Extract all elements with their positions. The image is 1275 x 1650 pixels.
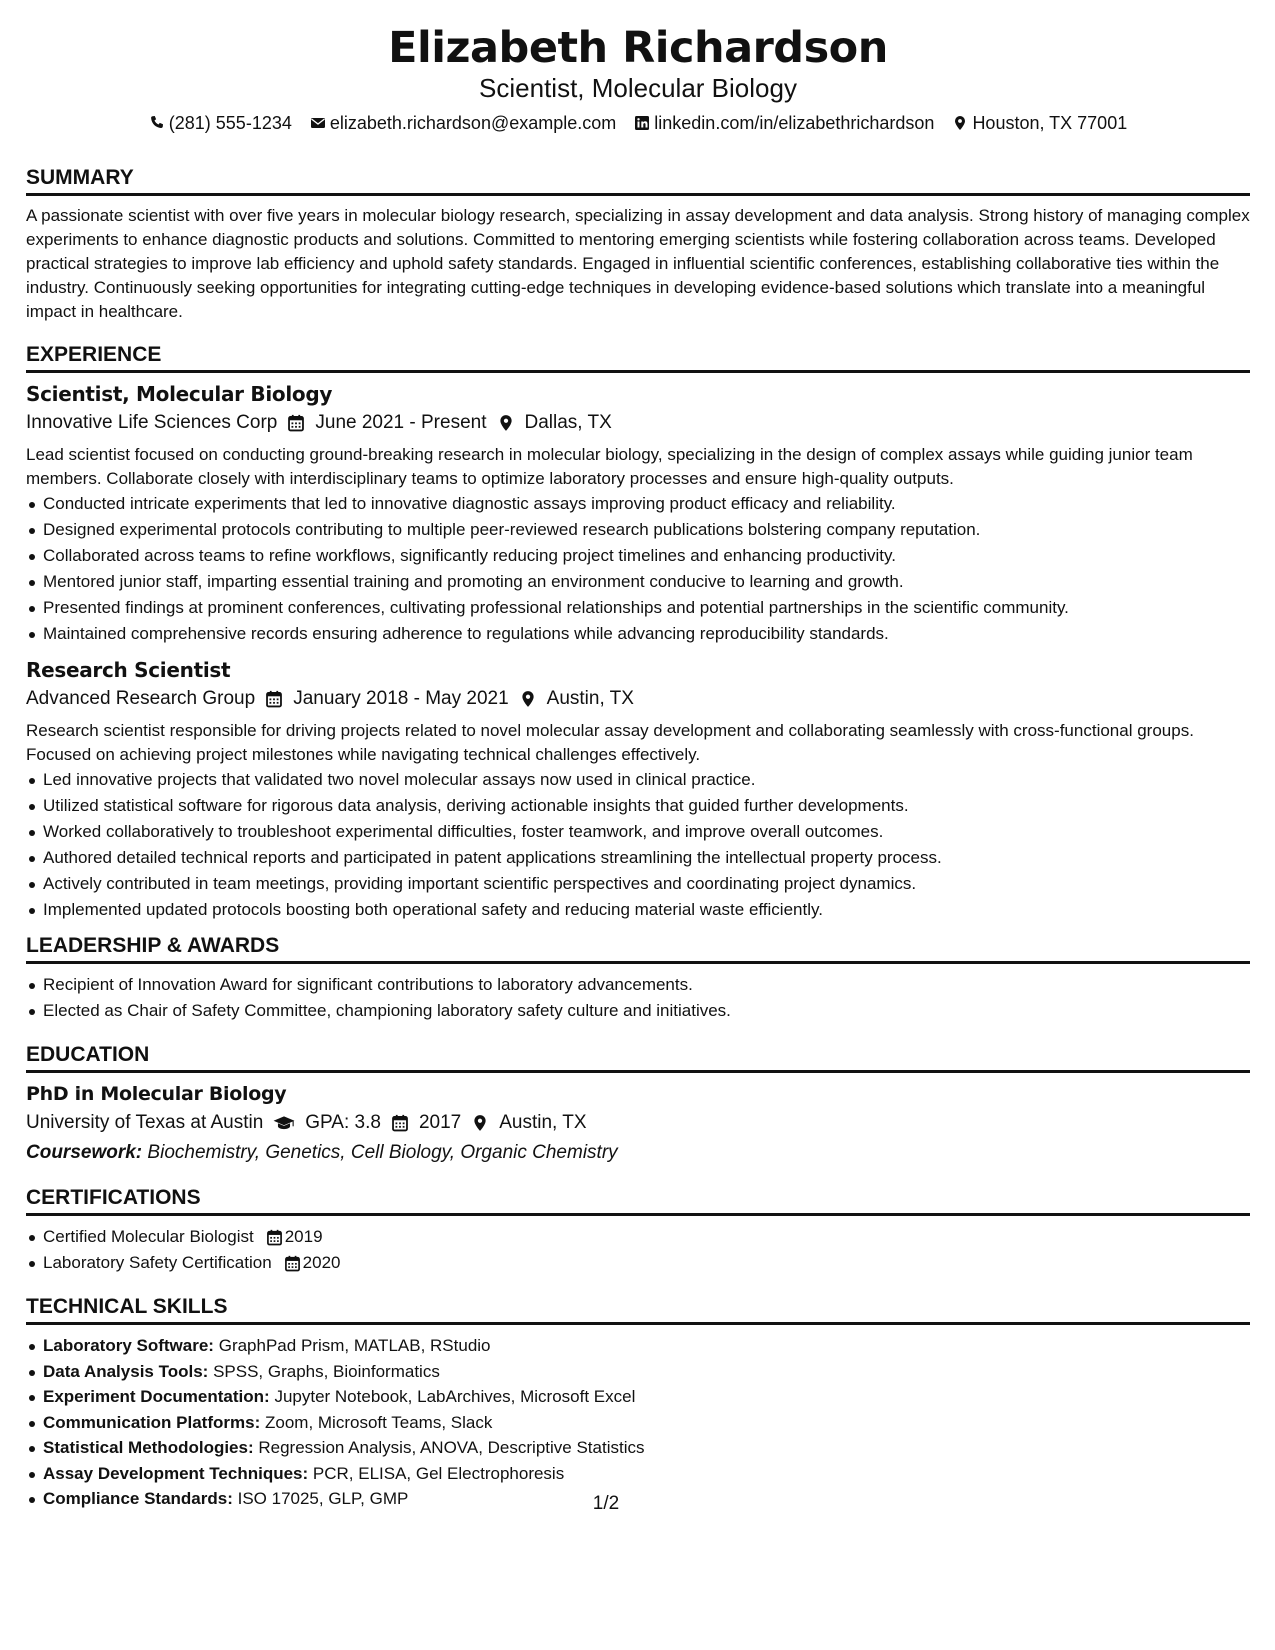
contact-phone[interactable] — [149, 111, 292, 135]
contact-linkedin[interactable] — [634, 111, 934, 135]
cert-year: 2019 — [284, 1227, 323, 1246]
calendar-icon — [287, 414, 305, 432]
section-heading: EXPERIENCE — [26, 342, 1250, 373]
location-text: Houston, TX 77001 — [972, 113, 1128, 133]
page-number: 1/2 — [592, 1493, 620, 1514]
list-item: Authored detailed technical reports and participated in patent applications streamlining the intellectual property process. — [43, 845, 1250, 871]
education-meta — [26, 1109, 1250, 1137]
education-section — [26, 1042, 1250, 1167]
resume-page — [26, 22, 1250, 1512]
linkedin-text: linkedin.com/in/elizabethrichardson — [654, 113, 935, 133]
job-description: Lead scientist focused on conducting ground-breaking research in molecular biology, specializing in the design of complex assays while guiding junior team members. Collaborate closely with interdisciplinary teams to optimize laboratory processes and ensure high-quality outputs. — [26, 445, 1193, 488]
certifications-list — [26, 1224, 1250, 1276]
contact-email[interactable] — [310, 111, 616, 135]
school-name: University of Texas at Austin — [26, 1112, 264, 1133]
skill-value: Jupyter Notebook, LabArchives, Microsoft Excel — [274, 1387, 636, 1406]
job-location: Austin, TX — [546, 688, 634, 709]
list-item: Maintained comprehensive records ensuring adherence to regulations while advancing reproducibility standards. — [43, 621, 1250, 647]
calendar-icon — [266, 1229, 283, 1246]
job-title: Scientist, Molecular Biology — [26, 382, 333, 406]
job-entry — [26, 657, 1250, 923]
list-item: Mentored junior staff, imparting essential training and promoting an environment conducive to learning and growth. — [43, 569, 1250, 595]
job-meta — [26, 685, 1250, 713]
phone-text: (281) 555-1234 — [168, 113, 292, 133]
skill-label: Assay Development Techniques: — [43, 1463, 309, 1483]
coursework — [26, 1139, 1250, 1167]
summary-text: A passionate scientist with over five years in molecular biology research, specializing in assay development and data analysis. Strong history of managing complex experiments to enhance diagnostic products and solutions. Committed to mentoring emerging scientists while fostering collaboration across teams. Developed practical strategies to improve lab efficiency and uphold safety standards. Engaged in influential scientific conferences, establishing collaborative ties within the industry. Continuously seeking opportunities for integrating cutting-edge techniques in developing evidence-based solutions which translate into a meaningful impact in healthcare. — [26, 206, 1250, 321]
list-item — [43, 1359, 1250, 1385]
map-pin-icon — [952, 115, 968, 131]
section-heading: CERTIFICATIONS — [26, 1185, 1250, 1216]
candidate-title: Scientist, Molecular Biology — [479, 73, 797, 103]
job-dates: June 2021 - Present — [315, 412, 487, 433]
job-description: Research scientist responsible for driving projects related to novel molecular assay development and collaborating seamlessly with cross-functional groups. Focused on achieving project milestones while navigating technical challenges effectively. — [26, 721, 1194, 764]
list-item — [43, 1224, 1250, 1250]
list-item — [43, 1410, 1250, 1436]
list-item: Implemented updated protocols boosting both operational safety and reducing material waste efficiently. — [43, 897, 1250, 923]
coursework-label: Coursework: — [26, 1142, 143, 1163]
section-heading: LEADERSHIP & AWARDS — [26, 933, 1250, 964]
skill-label: Compliance Standards: — [43, 1489, 233, 1508]
summary-section — [26, 165, 1250, 324]
linkedin-icon — [634, 115, 650, 131]
certifications-section — [26, 1185, 1250, 1276]
cert-year: 2020 — [302, 1253, 341, 1272]
map-pin-icon — [519, 690, 537, 708]
phone-icon — [149, 115, 165, 131]
job-meta — [26, 409, 1250, 437]
school-location: Austin, TX — [499, 1112, 587, 1133]
list-item — [43, 1384, 1250, 1410]
calendar-icon — [284, 1255, 301, 1272]
email-text: elizabeth.richardson@example.com — [329, 113, 617, 133]
skill-value: ISO 17025, GLP, GMP — [237, 1489, 409, 1508]
skills-section — [26, 1294, 1250, 1512]
list-item: Recipient of Innovation Award for significant contributions to laboratory advancements. — [43, 972, 1250, 998]
skills-list — [26, 1333, 1250, 1512]
leadership-list — [26, 972, 1250, 1024]
list-item: Elected as Chair of Safety Committee, championing laboratory safety culture and initiatives. — [43, 998, 1250, 1024]
coursework-text: Biochemistry, Genetics, Cell Biology, Organic Chemistry — [147, 1142, 618, 1163]
section-heading: SUMMARY — [26, 165, 1250, 196]
skill-value: PCR, ELISA, Gel Electrophoresis — [312, 1463, 565, 1483]
skill-value: Regression Analysis, ANOVA, Descriptive Statistics — [258, 1438, 645, 1457]
cert-name: Certified Molecular Biologist — [43, 1227, 254, 1246]
skill-value: SPSS, Graphs, Bioinformatics — [213, 1361, 440, 1381]
section-heading: TECHNICAL SKILLS — [26, 1294, 1250, 1325]
leadership-section — [26, 933, 1250, 1024]
skill-value: GraphPad Prism, MATLAB, RStudio — [218, 1336, 491, 1355]
candidate-name: Elizabeth Richardson — [388, 23, 888, 73]
list-item: Led innovative projects that validated two novel molecular assays now used in clinical practice. — [43, 767, 1250, 793]
graduation-cap-icon — [273, 1114, 295, 1132]
list-item — [43, 1333, 1250, 1359]
job-entry — [26, 381, 1250, 647]
job-title: Research Scientist — [26, 658, 231, 682]
skill-label: Communication Platforms: — [43, 1412, 261, 1432]
company-name: Innovative Life Sciences Corp — [26, 412, 278, 433]
list-item — [43, 1435, 1250, 1461]
list-item: Collaborated across teams to refine workflows, significantly reducing project timelines and enhancing productivity. — [43, 543, 1250, 569]
skill-label: Laboratory Software: — [43, 1336, 214, 1355]
map-pin-icon — [471, 1114, 489, 1132]
company-name: Advanced Research Group — [26, 688, 256, 709]
calendar-icon — [265, 690, 283, 708]
list-item: Worked collaboratively to troubleshoot experimental difficulties, foster teamwork, and improve overall outcomes. — [43, 819, 1250, 845]
graduation-year: 2017 — [418, 1112, 462, 1133]
contact-bar — [26, 111, 1250, 135]
calendar-icon — [391, 1114, 409, 1132]
job-bullets — [26, 767, 1250, 923]
list-item — [43, 1250, 1250, 1276]
list-item: Presented findings at prominent conferences, cultivating professional relationships and potential partnerships in the scientific community. — [43, 595, 1250, 621]
list-item: Designed experimental protocols contributing to multiple peer-reviewed research publications bolstering company reputation. — [43, 517, 1250, 543]
skill-label: Data Analysis Tools: — [43, 1361, 209, 1381]
skill-label: Experiment Documentation: — [43, 1387, 270, 1406]
map-pin-icon — [497, 414, 515, 432]
list-item — [43, 1461, 1250, 1487]
job-dates: January 2018 - May 2021 — [293, 688, 509, 709]
list-item: Conducted intricate experiments that led to innovative diagnostic assays improving product efficacy and reliability. — [43, 491, 1250, 517]
contact-location — [952, 111, 1127, 135]
skill-label: Statistical Methodologies: — [43, 1438, 254, 1457]
section-heading: EDUCATION — [26, 1042, 1250, 1073]
skill-value: Zoom, Microsoft Teams, Slack — [264, 1412, 493, 1432]
job-bullets — [26, 491, 1250, 647]
gpa-text: GPA: 3.8 — [305, 1112, 381, 1133]
degree-title: PhD in Molecular Biology — [26, 1083, 287, 1105]
cert-name: Laboratory Safety Certification — [43, 1253, 272, 1272]
list-item: Actively contributed in team meetings, providing important scientific perspectives and coordinating project dynamics. — [43, 871, 1250, 897]
experience-section — [26, 342, 1250, 923]
envelope-icon — [310, 115, 326, 131]
list-item: Utilized statistical software for rigorous data analysis, deriving actionable insights that guided further developments. — [43, 793, 1250, 819]
job-location: Dallas, TX — [524, 412, 612, 433]
